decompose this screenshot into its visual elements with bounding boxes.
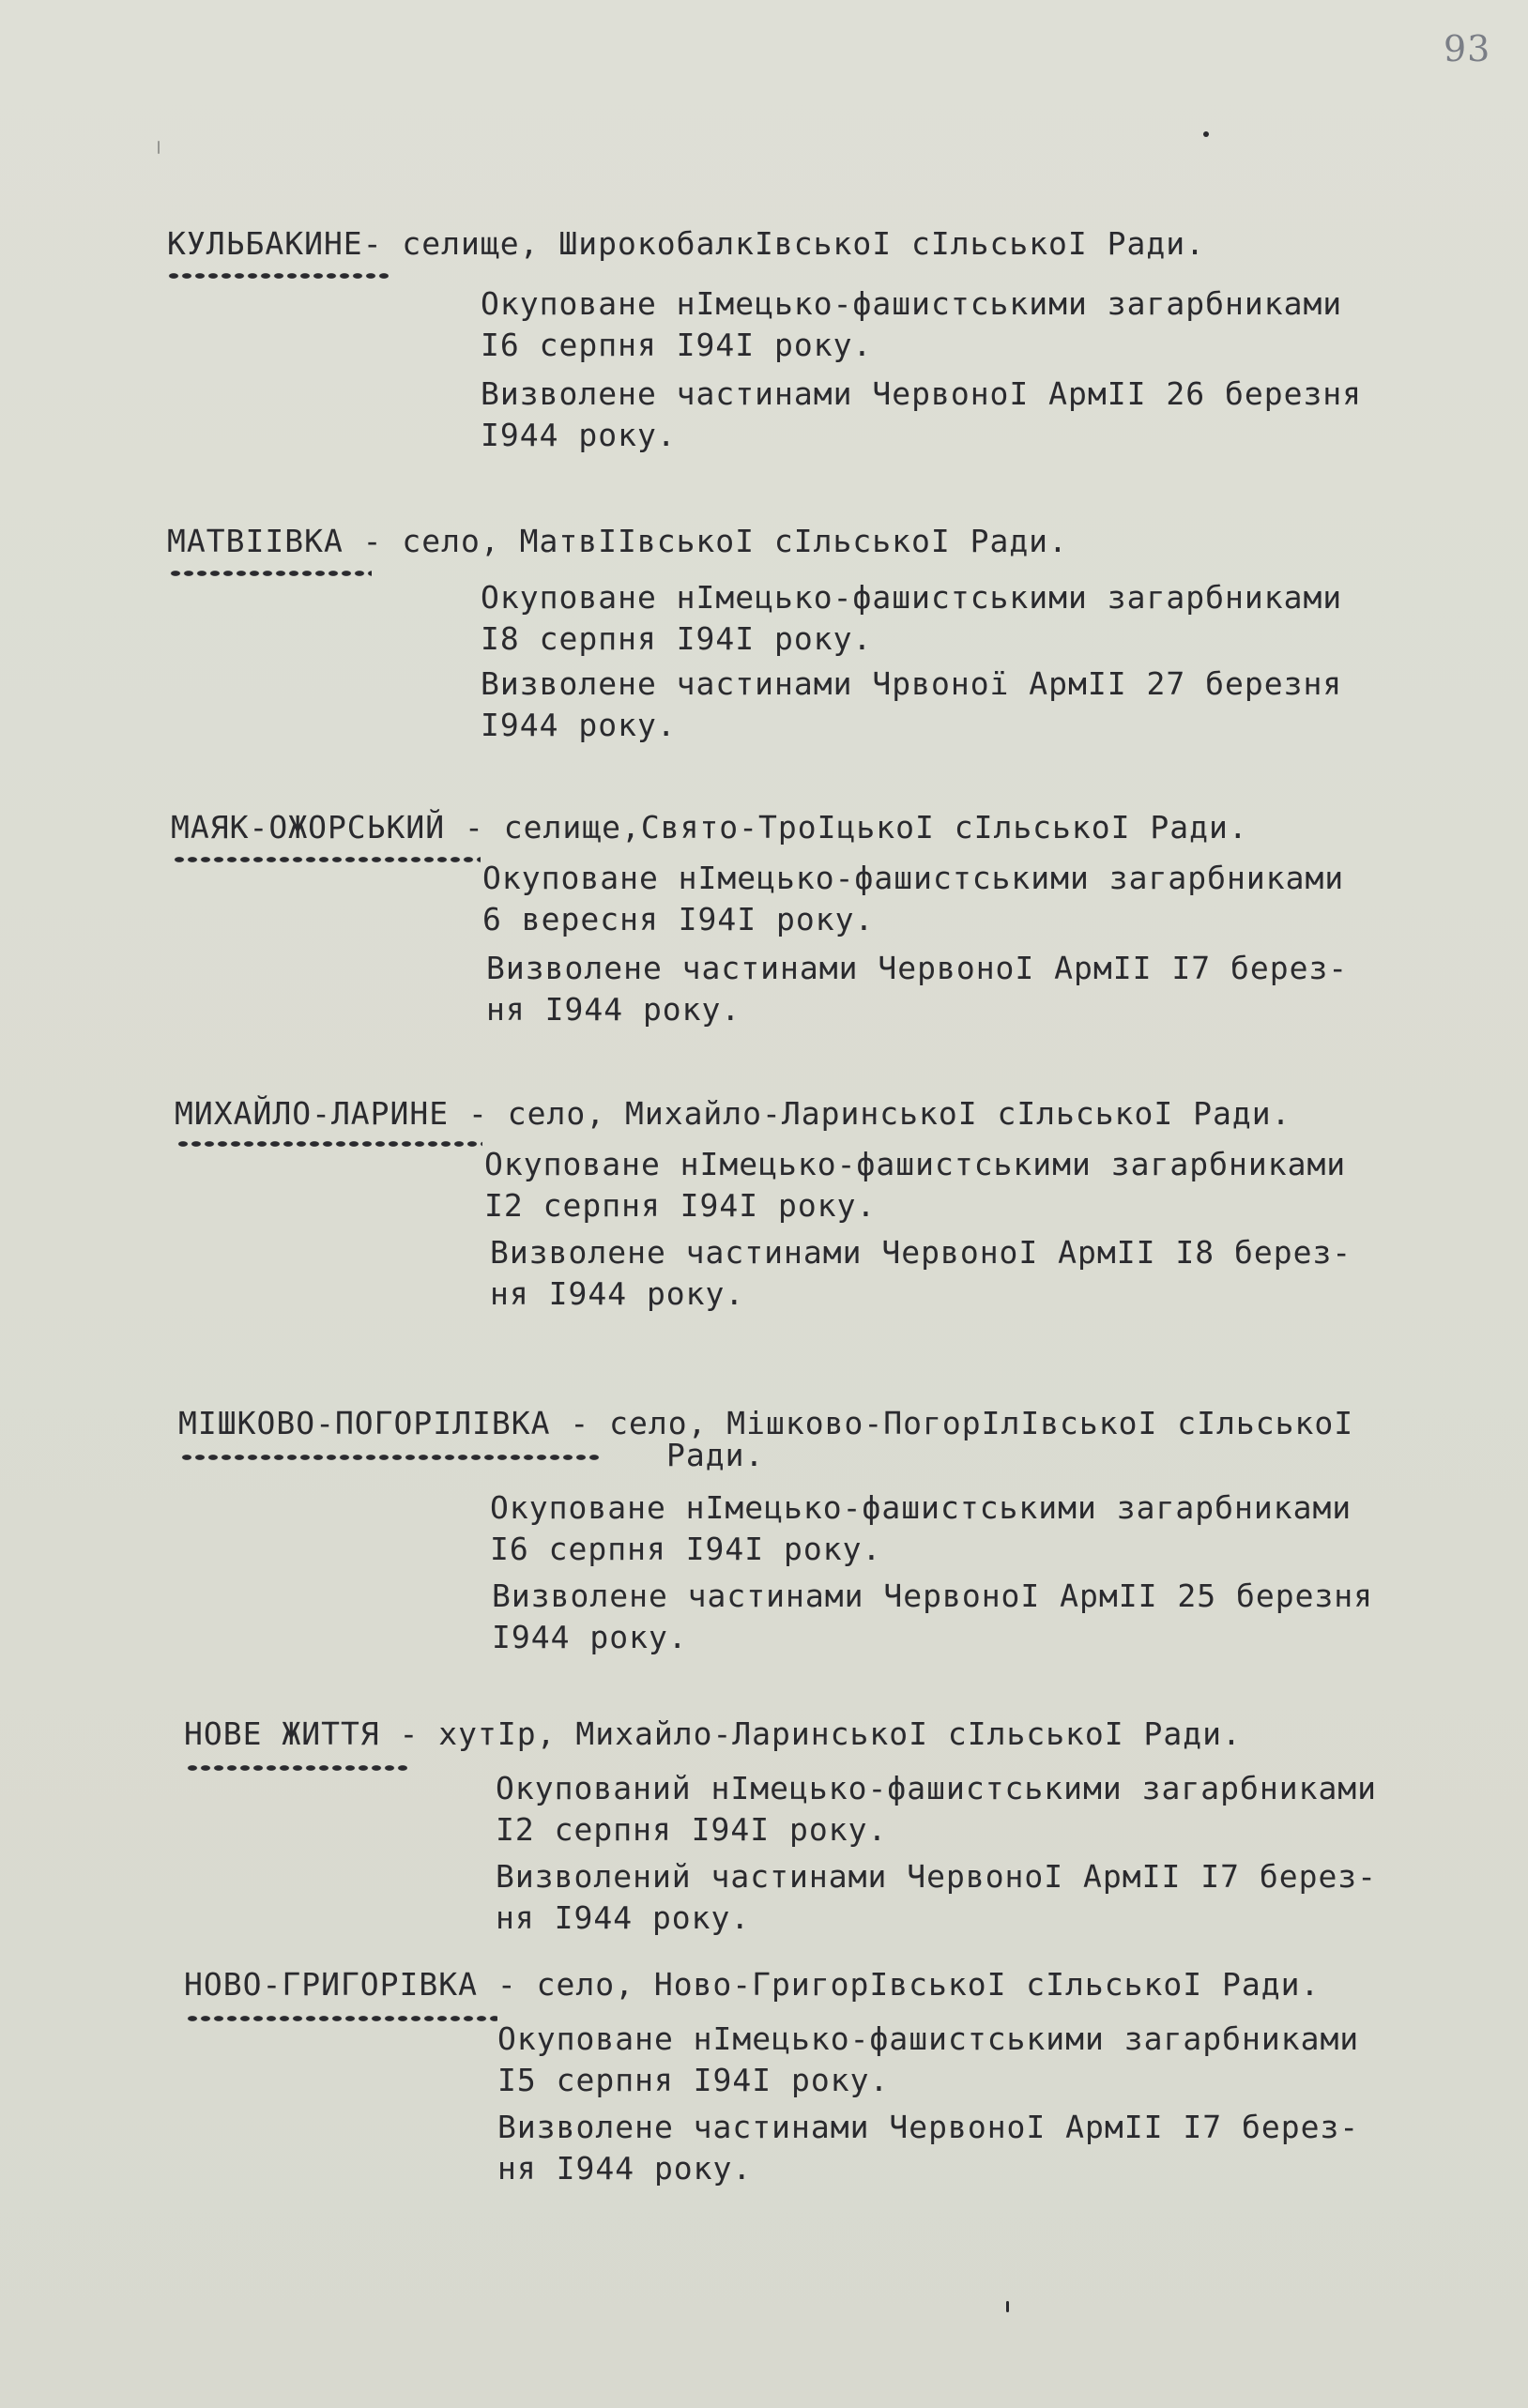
- entry-desc: - селище, ШирокобалкIвськоI сIльськоI Ради.: [362, 225, 1205, 262]
- paper-speck: [158, 141, 160, 154]
- name-underline: [169, 570, 372, 577]
- occupied-paragraph: Окуповане нIмецько-фашистськими загарбниками I6 серпня I94I року.: [490, 1489, 1352, 1567]
- name-underline: [186, 2015, 497, 2022]
- entry-desc: - село, Михайло-ЛаринськоI сIльськоI Ради.: [449, 1095, 1291, 1132]
- entry-desc: - село, МатвIIвськоI сIльськоI Ради.: [343, 523, 1068, 559]
- paper-speck: [1006, 2301, 1009, 2312]
- entry-name: КУЛЬБАКИНЕ: [167, 225, 363, 262]
- liberated-paragraph: Визволене частинами ЧервоноI АрмII I8 берез- ня I944 року.: [490, 1234, 1352, 1312]
- liberated-paragraph: Визволене частинами ЧервоноI АрмII 25 березня I944 року.: [492, 1577, 1374, 1655]
- liberated-paragraph: Визволене частинами ЧервоноI АрмII 26 березня I944 року.: [481, 375, 1363, 453]
- entry-desc: - село, Ново-ГригорIвськоI сIльськоI Ради.: [478, 1966, 1321, 2003]
- liberated-paragraph: Визволене частинами ЧервоноI АрмII I7 берез- ня I944 року.: [497, 2109, 1360, 2187]
- entry-name: МАТВIIВКА: [167, 523, 344, 559]
- name-underline: [186, 1764, 407, 1772]
- name-underline: [167, 272, 389, 280]
- entry-name: МIШКОВО-ПОГОРIЛIВКА: [178, 1405, 551, 1441]
- entry-desc: - хутIр, Михайло-ЛаринськоI сIльськоI Ради.: [379, 1715, 1242, 1752]
- occupied-paragraph: Окупований нIмецько-фашистськими загарбниками I2 серпня I94I року.: [496, 1770, 1378, 1848]
- name-underline: [173, 856, 481, 863]
- liberated-paragraph: Визволений частинами ЧервоноI АрмII I7 берез- ня I944 року.: [496, 1858, 1378, 1936]
- entry-desc-continuation: Ради.: [666, 1437, 765, 1473]
- entry-desc: - селище,Свято-ТроIцькоI сIльськоI Ради.: [445, 809, 1248, 846]
- paper-speck: [1203, 131, 1209, 137]
- entry-name: НОВЕ ЖИТТЯ: [184, 1715, 380, 1752]
- occupied-paragraph: Окуповане нIмецько-фашистськими загарбниками 6 вересня I94I року.: [482, 860, 1345, 937]
- entry-name: НОВО-ГРИГОРIВКА: [184, 1966, 479, 2003]
- entry-name: МАЯК-ОЖОРСЬКИЙ: [171, 809, 446, 846]
- name-underline: [180, 1454, 601, 1461]
- entry-name: МИХАЙЛО-ЛАРИНЕ: [175, 1095, 450, 1132]
- entry-desc: - село, Мiшково-ПогорIлIвськоI сIльськоI: [550, 1405, 1354, 1441]
- occupied-paragraph: Окуповане нIмецько-фашистськими загарбниками I2 серпня I94I року.: [484, 1146, 1347, 1224]
- liberated-paragraph: Визволене частинами ЧервоноI АрмII I7 берез- ня I944 року.: [486, 950, 1349, 1028]
- page-number: 93: [1444, 28, 1491, 69]
- occupied-paragraph: Окуповане нIмецько-фашистськими загарбниками I6 серпня I94I року.: [481, 285, 1343, 363]
- name-underline: [176, 1140, 482, 1148]
- liberated-paragraph: Визволене частинами Чрвоної АрмII 27 березня I944 року.: [481, 665, 1343, 743]
- occupied-paragraph: Окуповане нIмецько-фашистськими загарбниками I8 серпня I94I року.: [481, 579, 1343, 657]
- occupied-paragraph: Окуповане нIмецько-фашистськими загарбниками I5 серпня I94I року.: [497, 2020, 1360, 2098]
